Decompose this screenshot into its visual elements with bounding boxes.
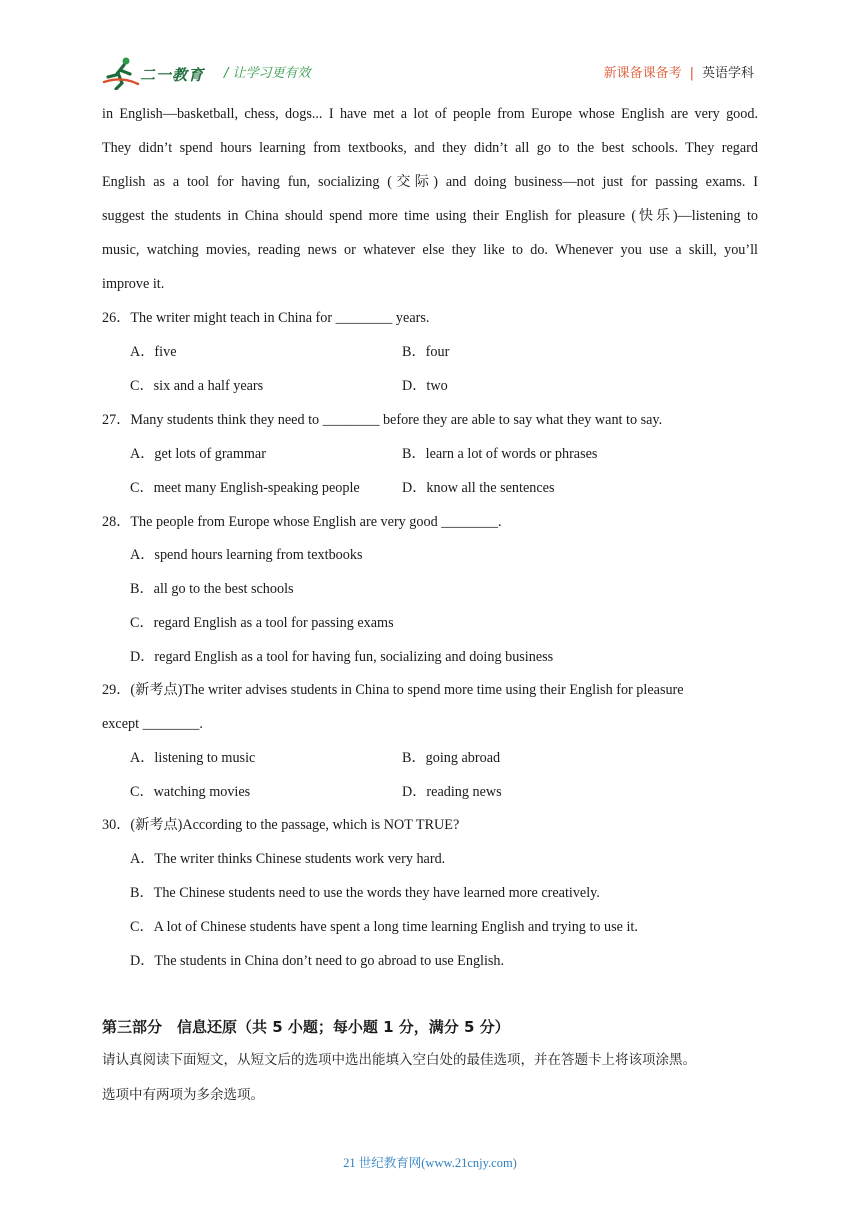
option-a: A．get lots of grammar [130, 446, 266, 462]
option-c: C．regard English as a tool for passing exams [130, 615, 394, 631]
option-b: B．four [402, 344, 450, 360]
section-instruction-continued: 选项中有两项为多余选项。 [102, 1087, 264, 1103]
header-slogan: / 让学习更有效 [224, 66, 311, 81]
option-b: B．all go to the best schools [130, 581, 294, 597]
option-a: A．spend hours learning from textbooks [130, 547, 363, 563]
header-separator: | [689, 66, 694, 81]
question-stem: 27．Many students think they need to ________ before they are able to say what they want to say. [102, 412, 663, 428]
page-header [0, 0, 860, 90]
option-b: B．learn a lot of words or phrases [402, 446, 598, 462]
option-d: D．regard English as a tool for having fun, socializing and doing business [130, 649, 554, 665]
header-course-info [604, 62, 754, 81]
option-d: D．know all the sentences [402, 480, 555, 496]
question-stem-continued: except ________. [102, 716, 203, 732]
passage-line: suggest the students in China should spend more time using their English for pleasure (快乐)—listening to [102, 208, 758, 224]
passage-line: They didn’t spend hours learning from textbooks, and they didn’t all go to the best schools. They regard [102, 140, 758, 156]
passage-line: in English—basketball, chess, dogs... I have met a lot of people from Europe whose English are very good. [102, 106, 758, 122]
passage-line: improve it. [102, 276, 165, 292]
question-stem: 29．(新考点)The writer advises students in China to spend more time using their English for pleasure [102, 682, 684, 698]
option-a: A．listening to music [130, 750, 256, 766]
question-stem: 28．The people from Europe whose English are very good ________. [102, 514, 502, 530]
section-title: 第三部分 信息还原（共 5 小题；每小题 1 分，满分 5 分） [102, 1018, 510, 1036]
page-footer: 21 世纪教育网(www.21cnjy.com) [343, 1156, 517, 1170]
option-c: C．watching movies [130, 784, 251, 800]
header-course: 新课备课备考 [603, 66, 682, 81]
header-subject: 英语学科 [701, 66, 754, 81]
option-d: D．two [402, 378, 448, 394]
question-stem: 30．(新考点)According to the passage, which is NOT TRUE? [102, 817, 460, 833]
question-stem: 26．The writer might teach in China for ________ years. [102, 310, 430, 326]
option-b: B．The Chinese students need to use the words they have learned more creatively. [130, 885, 600, 901]
option-d: D．The students in China don’t need to go abroad to use English. [130, 953, 505, 969]
passage-line: music, watching movies, reading news or whatever else they like to do. Whenever you use a skill, you’ll [102, 242, 758, 258]
option-d: D．reading news [402, 784, 502, 800]
option-c: C．A lot of Chinese students have spent a long time learning English and trying to use it. [130, 919, 638, 935]
logo-text: 二一教育 [140, 66, 205, 84]
section-instruction: 请认真阅读下面短文，从短文后的选项中选出能填入空白处的最佳选项，并在答题卡上将该项涂黑。 [102, 1052, 696, 1068]
option-a: A．five [130, 344, 177, 360]
passage-line: English as a tool for having fun, socializing (交际) and doing business—not just for passing exams. I [102, 174, 758, 190]
option-c: C．six and a half years [130, 378, 264, 394]
option-b: B．going abroad [402, 750, 501, 766]
option-a: A．The writer thinks Chinese students work very hard. [130, 851, 446, 867]
option-c: C．meet many English-speaking people [130, 480, 360, 496]
